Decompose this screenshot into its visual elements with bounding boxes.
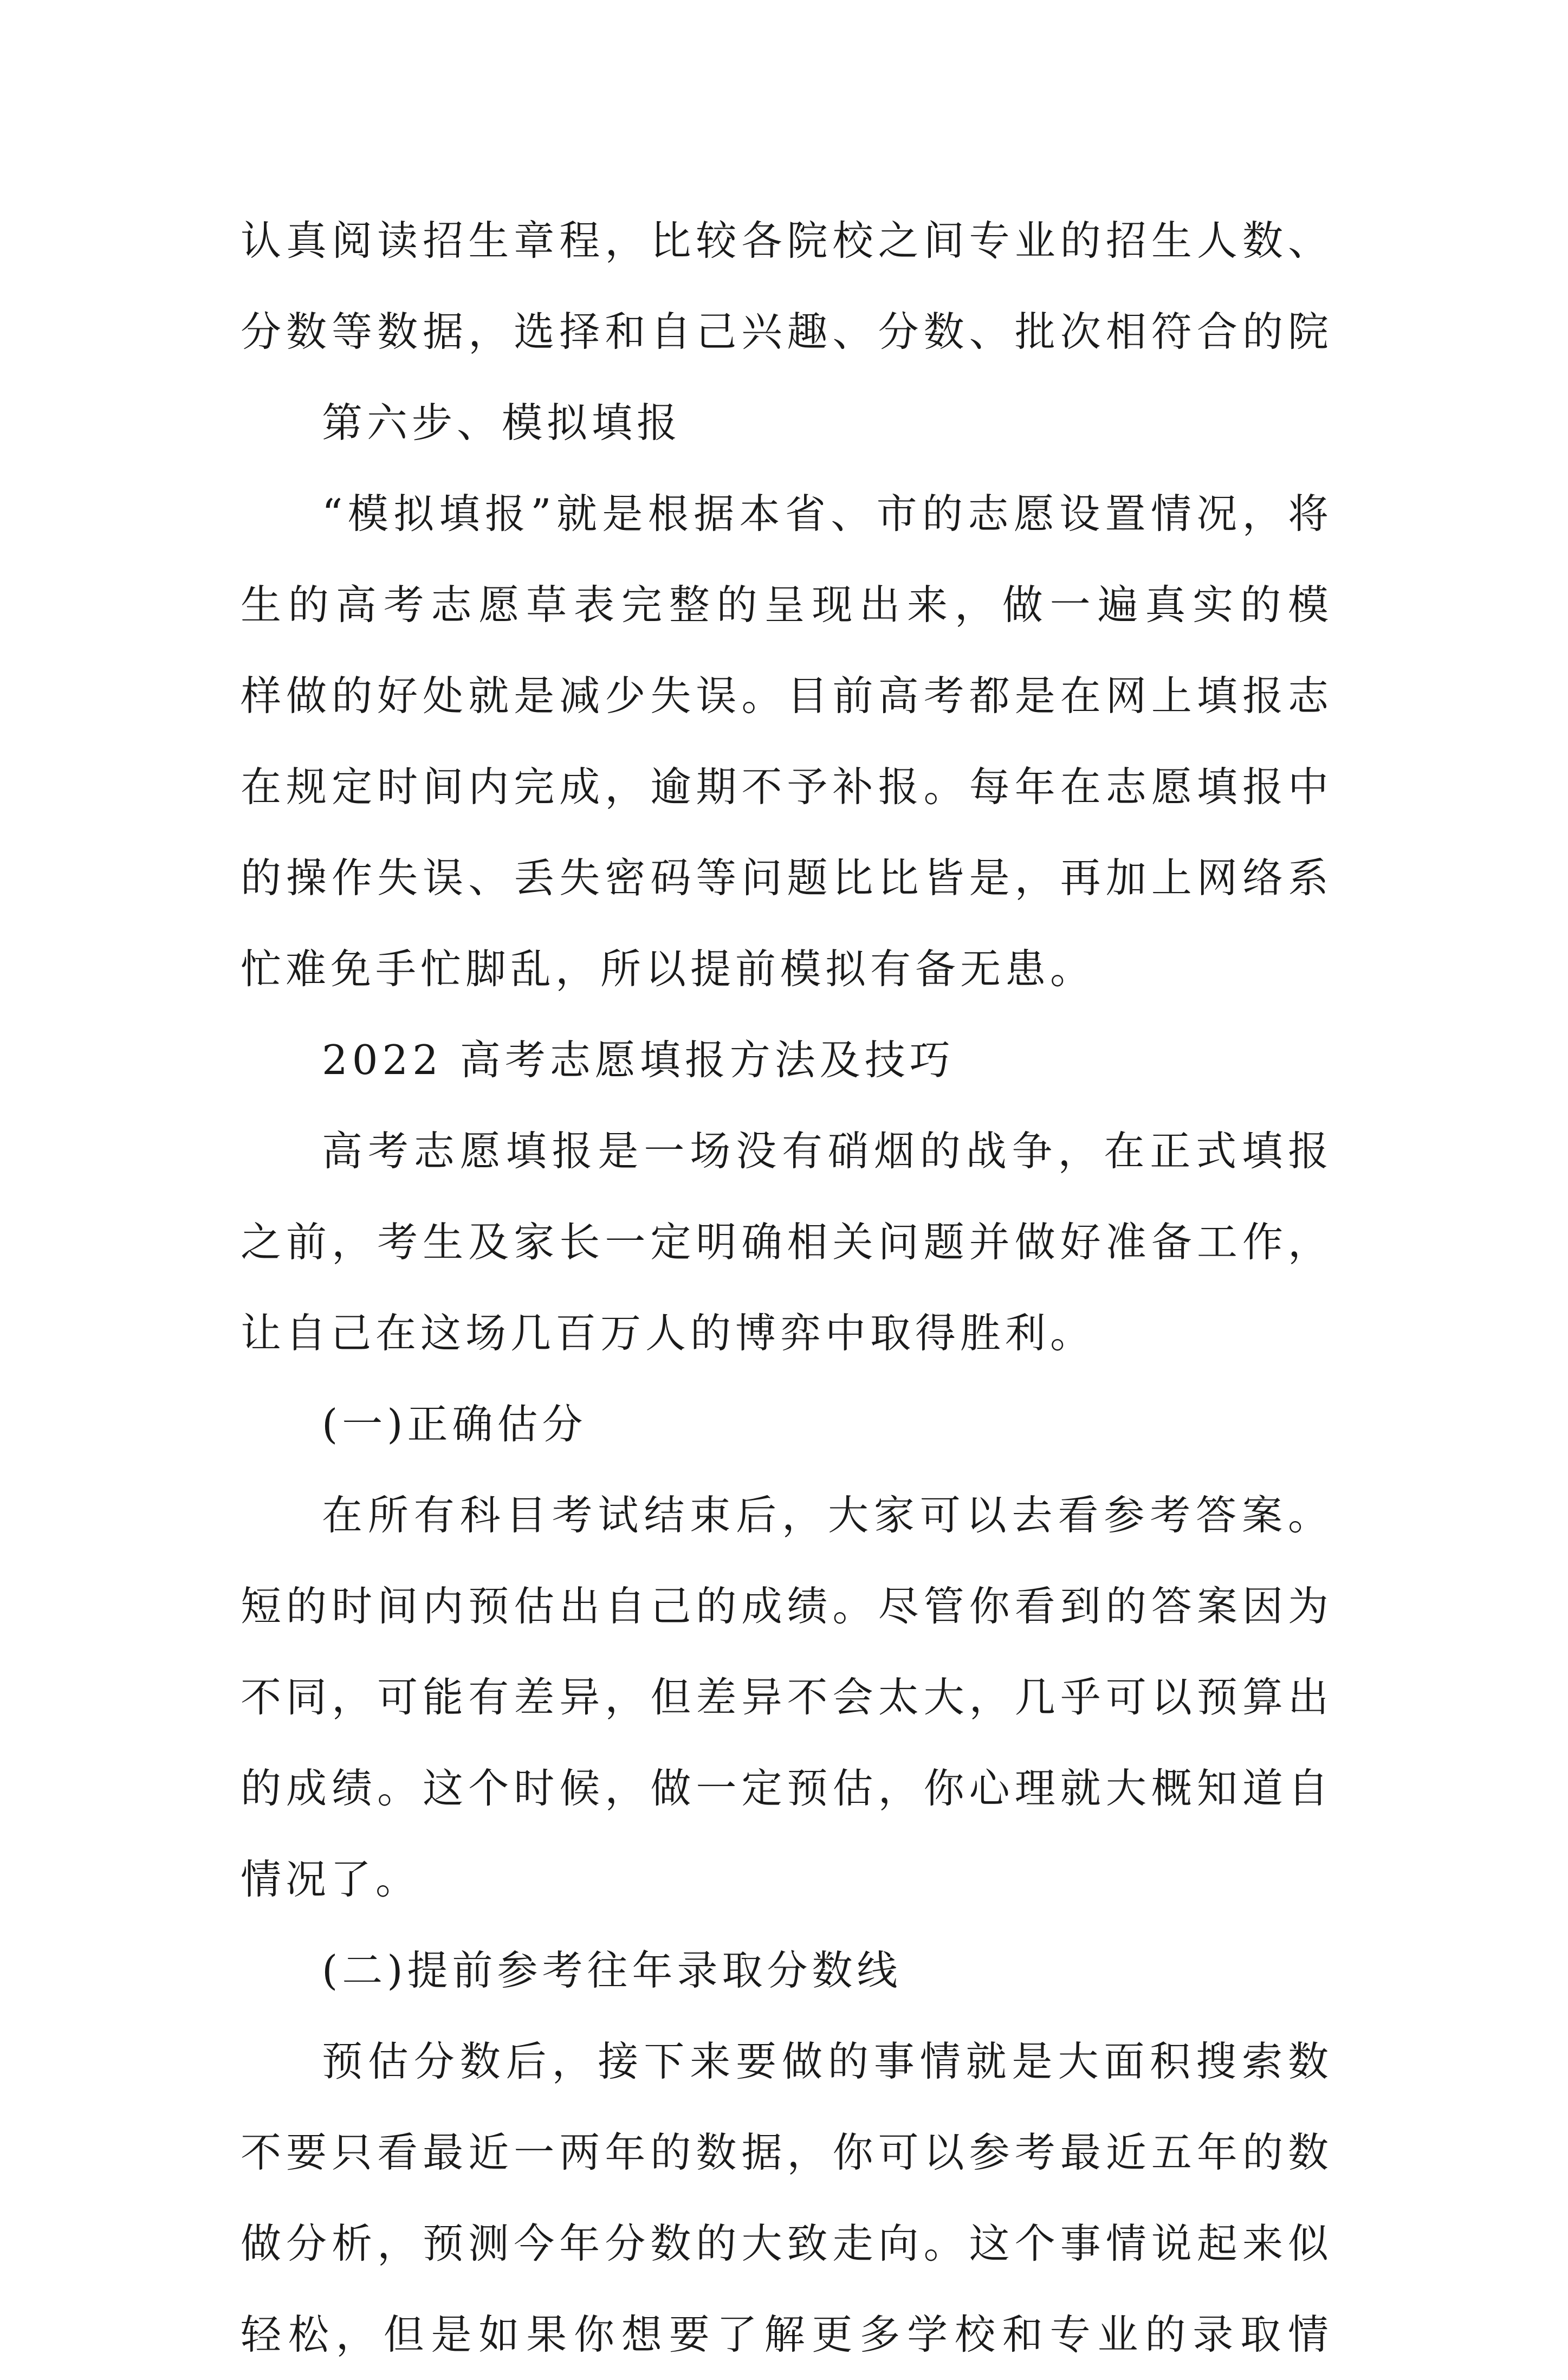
- section-heading: 2022 高考志愿填报方法及技巧: [322, 1036, 955, 1084]
- paragraph-line: 在所有科目考试结束后，大家可以去看参考答案。: [322, 1491, 1333, 1539]
- paragraph-line: 分数等数据，选择和自己兴趣、分数、批次相符合的院: [241, 308, 1333, 355]
- paragraph-line: “模拟填报”就是根据本省、市的志愿设置情况，将: [322, 490, 1333, 538]
- paragraph-line: 做分析，预测今年分数的大致走向。这个事情说起来似: [241, 2220, 1333, 2267]
- paragraph-line: 让自己在这场几百万人的博弈中取得胜利。: [241, 1309, 1096, 1357]
- paragraph-line: 的成绩。这个时候，做一定预估，你心理就大概知道自: [241, 1764, 1333, 1812]
- section-heading: (一)正确估分: [322, 1400, 587, 1448]
- paragraph-line: 短的时间内预估出自己的成绩。尽管你看到的答案因为: [241, 1582, 1333, 1630]
- paragraph-line: 情况了。: [241, 1855, 421, 1903]
- paragraph-line: 的操作失误、丢失密码等问题比比皆是，再加上网络系: [241, 854, 1333, 902]
- paragraph-line: 不同，可能有差异，但差异不会太大，几乎可以预算出: [241, 1673, 1333, 1721]
- paragraph-line: 之前，考生及家长一定明确相关问题并做好准备工作，: [241, 1218, 1333, 1266]
- paragraph-line: 认真阅读招生章程，比较各院校之间专业的招生人数、: [241, 217, 1333, 264]
- section-heading: (二)提前参考往年录取分数线: [322, 1946, 902, 1994]
- paragraph-line: 轻松，但是如果你想要了解更多学校和专业的录取情: [241, 2311, 1333, 2358]
- paragraph-line: 在规定时间内完成，逾期不予补报。每年在志愿填报中: [241, 763, 1333, 811]
- paragraph-line: 高考志愿填报是一场没有硝烟的战争，在正式填报: [322, 1127, 1333, 1175]
- paragraph-line: 忙难免手忙脚乱，所以提前模拟有备无患。: [241, 945, 1096, 993]
- paragraph-line: 生的高考志愿草表完整的呈现出来，做一遍真实的模: [241, 581, 1333, 629]
- paragraph-line: 预估分数后，接下来要做的事情就是大面积搜索数: [322, 2038, 1333, 2085]
- section-heading: 第六步、模拟填报: [322, 399, 682, 447]
- document-body: [241, 195, 1333, 2380]
- paragraph-line: 不要只看最近一两年的数据，你可以参考最近五年的数: [241, 2129, 1333, 2176]
- paragraph-line: 样做的好处就是减少失误。目前高考都是在网上填报志: [241, 672, 1333, 720]
